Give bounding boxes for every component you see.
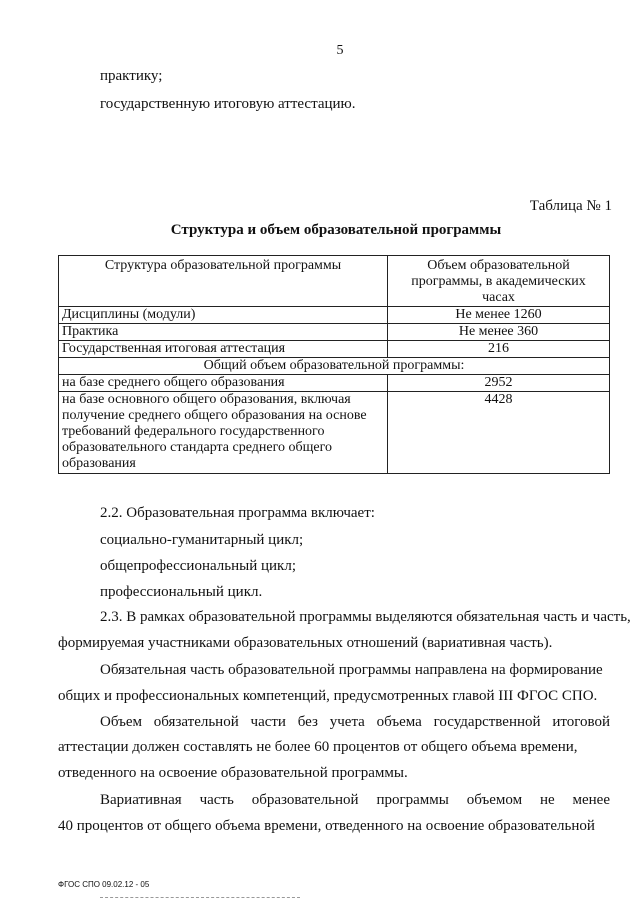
structure-table (58, 255, 610, 474)
row-value: 4428 (388, 392, 610, 474)
row-value: 2952 (388, 375, 610, 392)
table-title: Структура и объем образовательной программы (170, 222, 502, 238)
row-label: Дисциплины (модули) (59, 307, 388, 324)
table-total-header-row (59, 358, 610, 375)
intro-line: практику; (100, 68, 163, 84)
paragraph-line: 2.3. В рамках образовательной программы выделяются обязательная часть и часть, (100, 609, 631, 625)
intro-line: государственную итоговую аттестацию. (100, 96, 356, 112)
paragraph-line: Вариативная часть образовательной программы объемом не менее (100, 792, 610, 808)
table-header-row (59, 256, 610, 307)
table-label: Таблица № 1 (529, 198, 612, 214)
table-row (59, 375, 610, 392)
table-row (59, 324, 610, 341)
paragraph: общепрофессиональный цикл; (100, 558, 296, 574)
paragraph-line: общих и профессиональных компетенций, предусмотренных главой III ФГОС СПО. (58, 688, 598, 704)
row-value: 216 (388, 341, 610, 358)
total-label: Общий объем образовательной программы: (59, 358, 610, 375)
paragraph: профессиональный цикл. (100, 584, 263, 600)
paragraph-line: Обязательная часть образовательной программы направлена на формирование (100, 662, 603, 678)
paragraph-line: отведенного на освоение образовательной программы. (58, 765, 408, 781)
table-row (59, 341, 610, 358)
scan-artifact-line (100, 897, 300, 898)
header-cell: Структура образовательной программы (59, 256, 388, 307)
table-row (59, 392, 610, 474)
table-row (59, 307, 610, 324)
header-cell: Объем образовательной программы, в академических часах (388, 256, 610, 307)
paragraph-line: Объем обязательной части без учета объема государственной итоговой (100, 714, 610, 730)
page-number: 5 (336, 43, 344, 58)
footer-code: ФГОС СПО 09.02.12 - 05 (58, 880, 150, 889)
row-label: на базе основного общего образования, включая получение среднего общего образования на основе требований федерального государственного образовательного стандарта среднего общего образования (59, 392, 388, 474)
row-label: на базе среднего общего образования (59, 375, 388, 392)
paragraph: социально-гуманитарный цикл; (100, 532, 304, 548)
paragraph-line: 40 процентов от общего объема времени, отведенного на освоение образовательной (58, 818, 595, 834)
paragraph-line: аттестации должен составлять не более 60 процентов от общего объема времени, (58, 739, 578, 755)
paragraph-line: формируемая участниками образовательных отношений (вариативная часть). (58, 635, 553, 651)
paragraph: 2.2. Образовательная программа включает: (100, 505, 375, 521)
row-label: Государственная итоговая аттестация (59, 341, 388, 358)
row-label: Практика (59, 324, 388, 341)
row-value: Не менее 1260 (388, 307, 610, 324)
row-value: Не менее 360 (388, 324, 610, 341)
